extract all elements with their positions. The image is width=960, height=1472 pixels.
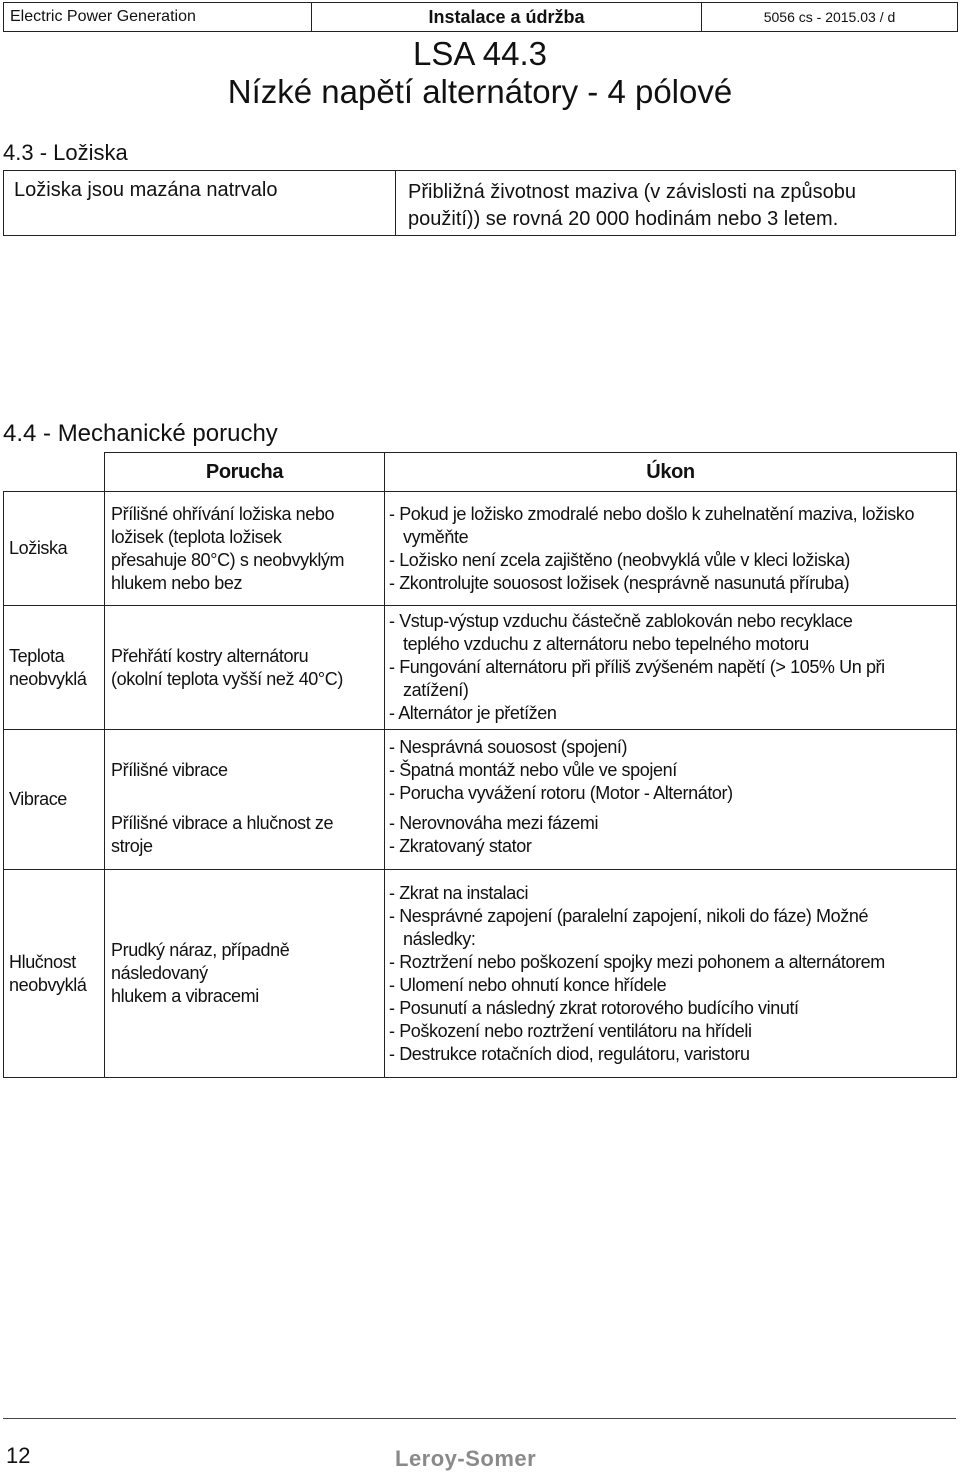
header-company: Electric Power Generation <box>4 3 312 31</box>
header-section: Instalace a údržba <box>312 3 702 31</box>
action-line: - Nesprávná souosost (spojení) <box>389 737 628 758</box>
problem-line: Přehřátí kostry alternátoru <box>111 645 309 666</box>
category-line: Teplota <box>9 645 65 666</box>
action-line: - Nesprávné zapojení (paralelní zapojení, nikoli do fáze) Možné <box>389 905 869 926</box>
section-heading-mechanical: 4.4 - Mechanické poruchy <box>3 420 278 447</box>
doc-subtitle: Nízké napětí alternátory - 4 pólové <box>227 73 733 110</box>
action-line: teplého vzduchu z alternátoru nebo tepelného motoru <box>403 634 809 654</box>
action-cell <box>385 870 957 1078</box>
table-row <box>4 812 957 870</box>
action-line: - Zkontrolujte souosost ložisek (nesprávně nasunutá příruba) <box>389 572 850 593</box>
problem-line: stroje <box>111 835 153 856</box>
action-line: - Zkratovaný stator <box>389 835 532 856</box>
action-line: - Poškození nebo roztržení ventilátoru na hřídeli <box>389 1020 752 1041</box>
action-line: - Posunutí a následný zkrat rotorového budícího vinutí <box>389 997 799 1018</box>
category-line: neobvyklá <box>9 974 87 995</box>
action-line: - Roztržení nebo poškození spojky mezi pohonem a alternátorem <box>389 951 885 972</box>
problem-cell <box>105 492 385 606</box>
brand-logo: Leroy-Somer <box>395 1446 537 1471</box>
table-header-row <box>4 453 957 492</box>
action-line: - Vstup-výstup vzduchu částečně zablokován nebo recyklace <box>389 611 853 631</box>
action-line: - Zkrat na instalaci <box>389 882 529 903</box>
problem-line: Prudký náraz, případně <box>111 940 290 960</box>
bearings-lubrication: Ložiska jsou mazána natrvalo <box>4 171 396 235</box>
category-cell <box>4 606 105 730</box>
action-line: - Ulomení nebo ohnutí konce hřídele <box>389 974 667 995</box>
action-cell <box>385 730 957 812</box>
problem-line: ložisek (teplota ložisek <box>111 526 282 547</box>
mechanical-faults-table <box>3 452 957 1078</box>
col-problem-header: Porucha <box>105 453 385 492</box>
action-line: - Pokud je ložisko zmodralé nebo došlo k zuhelnatění maziva, ložisko <box>389 503 915 524</box>
action-line: - Nerovnováha mezi fázemi <box>389 812 599 833</box>
problem-line: přesahuje 80°C) s neobvyklým <box>111 549 345 570</box>
section-heading-bearings: 4.3 - Ložiska <box>3 140 128 165</box>
problem-cell <box>105 812 385 870</box>
problem-line: hlukem nebo bez <box>111 572 243 593</box>
action-line: - Ložisko není zcela zajištěno (neobvyklá vůle v kleci ložiska) <box>389 549 851 570</box>
action-line: - Špatná montáž nebo vůle ve spojení <box>389 760 677 781</box>
category-cell <box>4 870 105 1078</box>
action-line: - Destrukce rotačních diod, regulátoru, varistoru <box>389 1043 750 1064</box>
problem-line: Přílišné vibrace a hlučnost ze <box>111 812 334 833</box>
header-docref: 5056 cs - 2015.03 / d <box>763 9 896 25</box>
action-line: - Fungování alternátoru při příliš zvýšeném napětí (> 105% Un při <box>389 657 885 677</box>
bearings-box <box>3 170 956 236</box>
bearings-grease-life <box>396 171 955 235</box>
category-cell: Ložiska <box>4 492 105 606</box>
action-line: vyměňte <box>403 526 469 547</box>
table-row <box>4 870 957 1078</box>
action-cell <box>385 812 957 870</box>
category-cell: Vibrace <box>4 730 105 870</box>
category-line: Hlučnost <box>9 951 76 972</box>
grease-life-line: Přibližná životnost maziva (v závislosti na způsobu <box>408 181 856 203</box>
table-row <box>4 492 957 606</box>
problem-cell: Přílišné vibrace <box>105 730 385 812</box>
page-number: 12 <box>6 1443 31 1468</box>
problem-line: následovaný <box>111 963 208 983</box>
problem-line: hlukem a vibracemi <box>111 986 259 1006</box>
action-cell <box>385 492 957 606</box>
table-row <box>4 606 957 730</box>
doc-title: LSA 44.3 <box>413 35 547 72</box>
problem-cell <box>105 870 385 1078</box>
action-line: zatížení) <box>403 680 469 700</box>
problem-line: (okolní teplota vyšší než 40°C) <box>111 668 343 689</box>
col-action-header: Úkon <box>385 453 957 492</box>
action-line: - Porucha vyvážení rotoru (Motor - Alternátor) <box>389 783 733 804</box>
action-cell <box>385 606 957 730</box>
action-line: následky: <box>403 928 476 949</box>
page-header <box>3 2 958 32</box>
problem-cell <box>105 606 385 730</box>
footer-divider <box>3 1418 956 1419</box>
category-line: neobvyklá <box>9 668 87 689</box>
grease-life-line: použití)) se rovná 20 000 hodinám nebo 3 letem. <box>408 208 839 230</box>
table-row <box>4 730 957 812</box>
problem-line: Přílišné ohřívání ložiska nebo <box>111 503 335 524</box>
header-empty <box>4 453 105 492</box>
action-line: - Alternátor je přetížen <box>389 703 557 723</box>
